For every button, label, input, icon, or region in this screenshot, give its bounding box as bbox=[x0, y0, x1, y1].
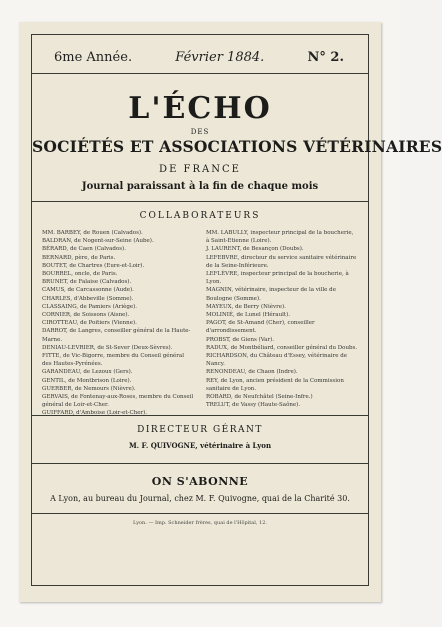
collaborateur-entry: MM. LABULLY, inspecteur principal de la boucherie, à Saint-Etienne (Loire). bbox=[206, 230, 354, 245]
issue-year: 6me Année. bbox=[54, 50, 133, 65]
collaborateur-entry: LEFEBVRE, directeur du service sanitaire vétérinaire de la Seine-Inférieure. bbox=[206, 254, 357, 269]
collaborateur-entry: GUIFFARD, d'Amboise (Loir-et-Cher). bbox=[42, 410, 148, 417]
collaborateur-entry: REY, de Lyon, ancien président de la Commission sanitaire de Lyon. bbox=[206, 377, 344, 392]
collaborateur-entry: BALDRAN, de Nogent-sur-Seine (Aube). bbox=[42, 238, 154, 245]
journal-frequency: Journal paraissant à la fin de chaque mois bbox=[81, 181, 319, 192]
directeur-name: M. F. QUIVOGNE, vétérinaire à Lyon bbox=[128, 441, 272, 450]
collaborateur-entry: GERVAIS, de Fontenay-aux-Roses, membre du Conseil général de Loir-et-Cher. bbox=[42, 394, 194, 409]
journal-title: L'ÉCHO bbox=[128, 91, 272, 126]
collaborateur-entry: BOURREL, oncle, de Paris. bbox=[42, 271, 118, 278]
collaborateur-entry: MOLINIÉ, de Lunel (Hérault). bbox=[206, 312, 290, 319]
collaborateur-entry: CORNIER, de Soissons (Aisne). bbox=[42, 312, 130, 319]
collaborateur-entry: LEFLÈVRE, inspecteur principal de la boucherie, à Lyon. bbox=[206, 271, 349, 286]
cover-frame bbox=[31, 34, 442, 586]
collaborateur-entry: DENIAU-LEVRIER, de St-Sever (Deux-Sèvres). bbox=[42, 344, 173, 351]
collaborateur-entry: PAGOT, de St-Amand (Cher), conseiller d'arrondissement. bbox=[206, 320, 315, 335]
collaborateur-entry: FITTE, de Vic-Bigorre, membre du Conseil général des Hautes-Pyrénées. bbox=[42, 353, 184, 368]
abonnement-heading: ON S'ABONNE bbox=[151, 475, 249, 488]
collaborateurs-heading: COLLABORATEURS bbox=[139, 211, 261, 221]
collaborateur-entry: MAYEUX, de Berry (Nièvre). bbox=[206, 303, 286, 310]
issue-date: Février 1884. bbox=[175, 50, 265, 65]
directeur-heading: DIRECTEUR GÉRANT bbox=[137, 425, 263, 435]
header-rule bbox=[32, 73, 368, 74]
directeur-rule bbox=[32, 415, 368, 416]
issue-line bbox=[54, 50, 344, 65]
collaborateurs-left-column bbox=[42, 229, 194, 418]
collaborateur-entry: GARANDEAU, de Lezoux (Gers). bbox=[42, 369, 133, 376]
collab-rule bbox=[32, 201, 368, 202]
collaborateur-entry: BRUNET, de Falaise (Calvados). bbox=[42, 279, 132, 286]
collaborateur-entry: J. LAURENT, de Besançon (Doubs). bbox=[206, 246, 304, 253]
collaborateur-entry: CAMUS, de Carcassonne (Aude). bbox=[42, 287, 134, 294]
collaborateur-entry: MM. BARBEY, de Rouen (Calvados). bbox=[42, 230, 143, 236]
collaborateur-entry: MAGNIN, vétérinaire, inspecteur de la ville de Boulogne (Somme). bbox=[206, 287, 336, 302]
collaborateur-entry: RENONDEAU, de Chaon (Indre). bbox=[206, 369, 298, 376]
collaborateur-entry: RADUX, de Montbéliard, conseiller général du Doubs. bbox=[206, 344, 358, 351]
issue-number: N° 2. bbox=[307, 50, 344, 65]
collaborateurs-list bbox=[42, 229, 358, 418]
collaborateur-entry: GUERBER, de Nemours (Nièvre). bbox=[42, 385, 136, 392]
imprint-rule bbox=[32, 513, 368, 514]
collaborateur-entry: RICHARDSON, du Château d'Essey, vétérinaire de Nancy. bbox=[206, 353, 347, 368]
printer-imprint: Lyon. — Imp. Schneider frères, quai de l'Hôpital, 12. bbox=[132, 520, 267, 526]
journal-cover bbox=[19, 22, 442, 602]
collaborateur-entry: BOUTET, de Chartres (Eure-et-Loir). bbox=[42, 262, 145, 269]
title-des: DES bbox=[190, 128, 210, 136]
abonnement-address: A Lyon, au bureau du Journal, chez M. F. Quivogne, quai de la Charité 30. bbox=[50, 494, 350, 503]
journal-country: DE FRANCE bbox=[159, 164, 241, 175]
collaborateur-entry: BÉRARD, de Caen (Calvados). bbox=[42, 246, 126, 253]
collaborateur-entry: CIROTTEAU, de Poitiers (Vienne). bbox=[42, 320, 137, 327]
collaborateur-entry: GENTIL, de Montbrison (Loire). bbox=[42, 377, 132, 384]
collaborateur-entry: BERNARD, père, de Paris. bbox=[42, 254, 116, 261]
collaborateur-entry: PROBST, de Giens (Var). bbox=[206, 336, 274, 343]
collaborateur-entry: TRELUT, de Vassy (Haute-Saône). bbox=[206, 402, 301, 409]
collaborateurs-right-column bbox=[206, 229, 358, 418]
journal-subtitle-societies: SOCIÉTÉS ET ASSOCIATIONS VÉTÉRINAIRES bbox=[32, 137, 442, 156]
collaborateur-entry: DARROT, de Langres, conseiller général de la Haute-Marne. bbox=[42, 328, 191, 343]
abonnement-rule bbox=[32, 463, 368, 464]
collaborateur-entry: ROBARD, de Neufchâtel (Seine-Infre.) bbox=[206, 394, 313, 401]
collaborateur-entry: CHARLES, d'Abbeville (Somme). bbox=[42, 295, 134, 302]
collaborateur-entry: CLASSAING, de Pamiers (Ariège). bbox=[42, 303, 138, 310]
